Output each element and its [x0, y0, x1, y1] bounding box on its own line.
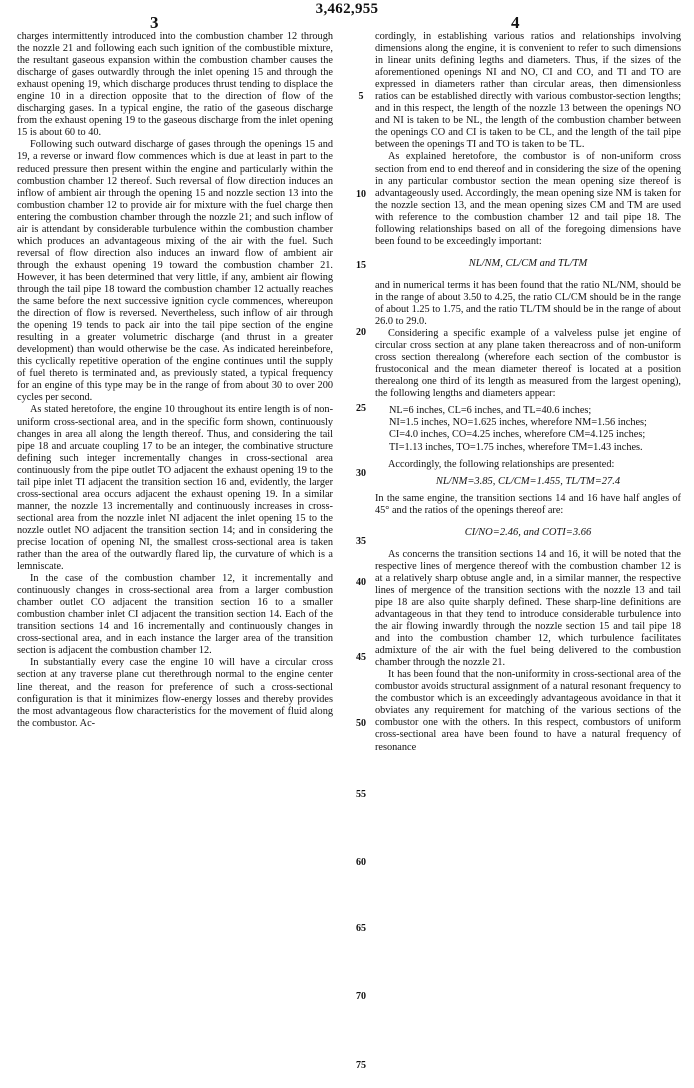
formula: NL/NM, CL/CM and TL/TM [468, 257, 588, 269]
paragraph: As concerns the transition sections 14 and 16, it will be noted that the respective lines of mergence thereof with the combustion chamber 12 is at a relatively sharp obtuse angle and, in a similar manner, the respective lines of mergence of the transition sections with the nozzle 13 and tail pipe 18 are also quite sharply defined. These sharp-line definitions are advantageous in that they tend to introduce considerable turbulence into the air flowing inwardly through the nozzle section 15 and tail pipe 18 and into the combustion chamber 12, which turbulence facilitates admixture of the air with the fuel being delivered to the combustion chamber through the nozzle 21. [375, 548, 681, 669]
dimension-item: NL=6 inches, CL=6 inches, and TL=40.6 inches; [389, 405, 592, 417]
line-number: 40 [356, 577, 366, 588]
right-column [375, 31, 681, 754]
paragraph: In the same engine, the transition sections 14 and 16 have half angles of 45° and the ratios of the openings thereof are: [375, 492, 681, 516]
paragraph: As explained heretofore, the combustor is of non-uniform cross section from end to end thereof and in considering the size of the opening in any particular combustor section the mean opening size thereof is advantageously used. Accordingly, the mean opening size NM is taken for the nozzle section 13, and the mean opening sizes CM and TM are used with reference to the combustion chamber 12 and tail pipe 18. The following relationships based on all of the foregoing dimensions have been found to be exceedingly important: [375, 151, 681, 247]
paragraph: As stated heretofore, the engine 10 throughout its entire length is of non-uniform cross-sectional area, and in the specific form shown, continuously changes in area all along the length thereof. Thus, and considering the tail pipe 18 and arcuate coupling 17 to be an integer, the combinative structure defining such integer incrementally changes in cross-sectional area continuously from the pipe outlet TO adjacent the exhaust opening 19 to the tail pipe inlet TI adjacent the transition section 16 and, evidently, the larger cross-sectional area occurs adjacent the exhaust opening 19. In a similar manner, the nozzle 13 incrementally and continuously increases in cross-sectional area from the nozzle inlet NI adjacent the inlet opening 15 to the nozzle outlet NO adjacent the transition section 14; and in considering the precise location of opening NI, the smallest cross-sectional area is taken rather than the area of the outwardly flared lip, the curvature of which is a lemniscate. [17, 404, 333, 573]
dimension-item: CI=4.0 inches, CO=4.25 inches, wherefore CM=4.125 inches; [389, 429, 646, 441]
paragraph: Following such outward discharge of gases through the openings 15 and 19, a reverse or inward flow commences which is due at least in part to the reduced pressure then present within the engine and particularly within the combustion chamber 12 thereof. Such reversal of flow direction induces an inflow of ambient air through the opening 15 and nozzle section 13 into the combustion chamber 12 to provide air for mixture with the fuel charge then entering the combustion chamber through the nozzle 21; and such inflow of air is attendant by considerable turbulence within the combustion chamber which produces an advantageous mixing of the air with the fuel. Such reversal of flow direction also induces an inward flow of ambient air through the exhaust opening 19 toward the combustion chamber 21. However, it has been determined that very little, if any, ambient air flowing through the tail pipe 18 toward the combustion chamber 12 actually reaches the same before the next successive ignition cycle commences, whereupon the direction of flow is reversed. Nevertheless, such inflow of air through the opening 19 tends to pack air into the tail pipe section of the engine resulting in a greater volumetric discharge (and thrust in a greater development) than would otherwise be the case. As indicated hereinbefore, this cyclically repetitive operation of the engine continues until the supply of fuel thereto is terminated and, as previously stated, a typical frequency for an engine of this type may be in the range of from about 30 to over 200 cycles per second. [17, 139, 333, 404]
paragraph: In substantially every case the engine 10 will have a circular cross section at any traverse plane cut therethrough normal to the engine center line thereat, and the reason for preference of such a cross-sectional configuration is that it minimizes flow-energy losses and thereby provides the most advantageous flow characteristics for the movement of fluid along the combustor. Ac- [17, 657, 333, 729]
line-number: 25 [356, 403, 366, 414]
paragraph: In the case of the combustion chamber 12, it incrementally and continuously changes in cross-sectional area from a larger combustion chamber outlet CO adjacent the transition section 16 to a smaller combustion chamber inlet CI adjacent the transition section 14. Each of the transition sections 14 and 16 incrementally and continuously changes in cross-sectional area, and in each instance the larger area of the transition section is adjacent the combustion chamber 12. [17, 573, 333, 657]
line-number: 5 [358, 91, 364, 102]
dimension-item: TI=1.13 inches, TO=1.75 inches, wherefore TM=1.43 inches. [389, 441, 643, 453]
formula: NL/NM=3.85, CL/CM=1.455, TL/TM=27.4 [435, 475, 621, 487]
line-number: 30 [356, 468, 366, 479]
left-column [17, 31, 333, 730]
formula: CI/NO=2.46, and COTI=3.66 [464, 526, 592, 538]
paragraph: It has been found that the non-uniformity in cross-sectional area of the combustor avoids structural assignment of a natural resonant frequency to the combustor which is an exceedingly advantageous avoidance in that it obviates any requirement for matching of the various sections of the combustor one with the others. In this respect, combustors of uniform cross-sectional area have been found to have a natural frequency of resonance [375, 669, 681, 753]
paragraph: cordingly, in establishing various ratios and relationships involving dimensions along the engine, it is convenient to refer to such dimensions in linear units defining legths and diameters. Thus, if the sizes of the aforementioned openings NI and NO, CI and CO, and TI and TO are expressed in diameters rather than circular areas, then dimensionless ratios can be established directly with various combustor-section lengths; and in this respect, the length of the nozzle 13 between the openings NO and NI is taken to be NL, the length of the combustion chamber between the openings CO and CI is taken to be CL, and the length of the tail pipe between the openings TI and TO is taken to be TL. [375, 31, 681, 151]
line-number: 75 [356, 1060, 366, 1071]
line-number: 70 [356, 991, 366, 1002]
paragraph: charges intermittently introduced into the combustion chamber 12 through the nozzle 21 and following each such ignition of the combustible mixture, the resultant gaseous expansion within the combustion chamber causes the discharge of gases outwardly through the inlet opening 15 and through the exhaust opening 19, which discharge produces thrust tending to displace the engine 10 in a direction opposite that to the direction of flow of the discharging gases. In a typical engine, the ratio of the gaseous discharge from the exhaust opening 19 to the gaseous discharge from the inlet opening 15 is about 60 to 40. [17, 31, 333, 139]
line-number: 15 [356, 260, 366, 271]
line-number: 10 [356, 189, 366, 200]
line-number: 55 [356, 789, 366, 800]
line-number: 20 [356, 327, 366, 338]
column-number-right: 4 [511, 13, 520, 32]
paragraph: Considering a specific example of a valveless pulse jet engine of circular cross section at any plane taken thereacross and of non-uniform cross section therealong (wherefore each section of the combustor is frustoconical and the mean diameter thereof is located at a position therealong one third of its length as measured from the largest opening), the following lengths and diameters appear: [375, 328, 681, 400]
paragraph: and in numerical terms it has been found that the ratio NL/NM, should be in the range of about 3.50 to 4.25, the ratio CL/CM should be in the range of about 1.25 to 1.75, and the ratio TL/TM should be in the range of about 26.0 to 29.0. [375, 279, 681, 328]
paragraph: Accordingly, the following relationships are presented: [388, 458, 615, 470]
line-number: 60 [356, 857, 366, 868]
column-number-left: 3 [150, 13, 159, 32]
line-number: 50 [356, 718, 366, 729]
line-number: 35 [356, 536, 366, 547]
patent-number: 3,462,955 [315, 1, 379, 17]
dimensions-list [375, 405, 681, 453]
line-number: 65 [356, 923, 366, 934]
dimension-item: NI=1.5 inches, NO=1.625 inches, wherefore NM=1.56 inches; [389, 417, 647, 429]
line-number: 45 [356, 652, 366, 663]
